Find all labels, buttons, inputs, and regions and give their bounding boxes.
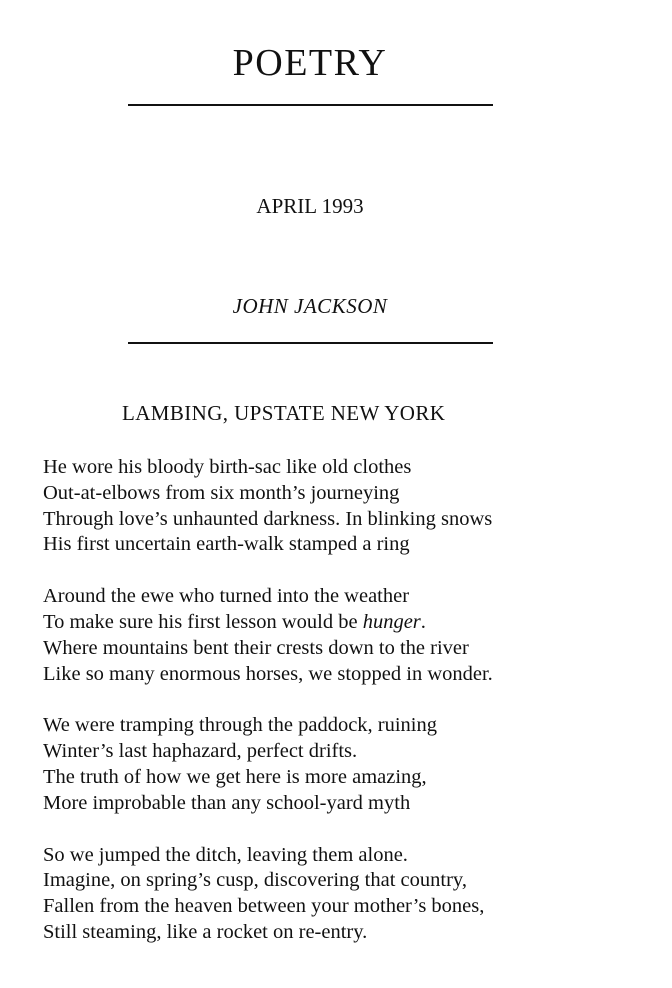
header-rule [128, 104, 493, 106]
poem-line: Where mountains bent their crests down to the river [43, 636, 469, 659]
stanza-1 [43, 455, 643, 558]
poem-line: More improbable than any school-yard myth [43, 791, 411, 814]
stanza-2 [43, 584, 643, 687]
poem-line: His first uncertain earth-walk stamped a ring [43, 533, 410, 556]
journal-title: POETRY [232, 42, 388, 84]
poem-line: Imagine, on spring’s cusp, discovering that country, [43, 869, 467, 892]
poem-line: Fallen from the heaven between your mother’s bones, [43, 895, 485, 918]
author-rule [128, 342, 493, 344]
poem-line: Like so many enormous horses, we stopped in wonder. [43, 662, 493, 685]
poem-line [43, 610, 643, 636]
stanza-3 [43, 713, 643, 816]
poem-line: So we jumped the ditch, leaving them alone. [43, 843, 408, 866]
author-name: JOHN JACKSON [232, 294, 388, 318]
poem-body [43, 455, 643, 972]
poem-line: Around the ewe who turned into the weather [43, 585, 410, 608]
poem-line: Winter’s last haphazard, perfect drifts. [43, 740, 358, 763]
poem-line: He wore his bloody birth-sac like old clothes [43, 456, 412, 478]
stanza-4 [43, 843, 643, 946]
emphasized-word: hunger [362, 610, 421, 633]
poem-line: The truth of how we get here is more amazing, [43, 765, 427, 788]
poem-line: Out-at-elbows from six month’s journeying [43, 481, 400, 504]
poem-line-text: To make sure his first lesson would be [43, 610, 363, 633]
poem-line: Through love’s unhaunted darkness. In blinking snows [43, 507, 493, 530]
line-punctuation: . [420, 610, 426, 633]
poem-line: We were tramping through the paddock, ruining [43, 714, 438, 737]
issue-date: APRIL 1993 [256, 194, 364, 218]
poem-title: LAMBING, UPSTATE NEW YORK [122, 401, 446, 425]
poem-line: Still steaming, like a rocket on re-entry. [43, 920, 368, 943]
